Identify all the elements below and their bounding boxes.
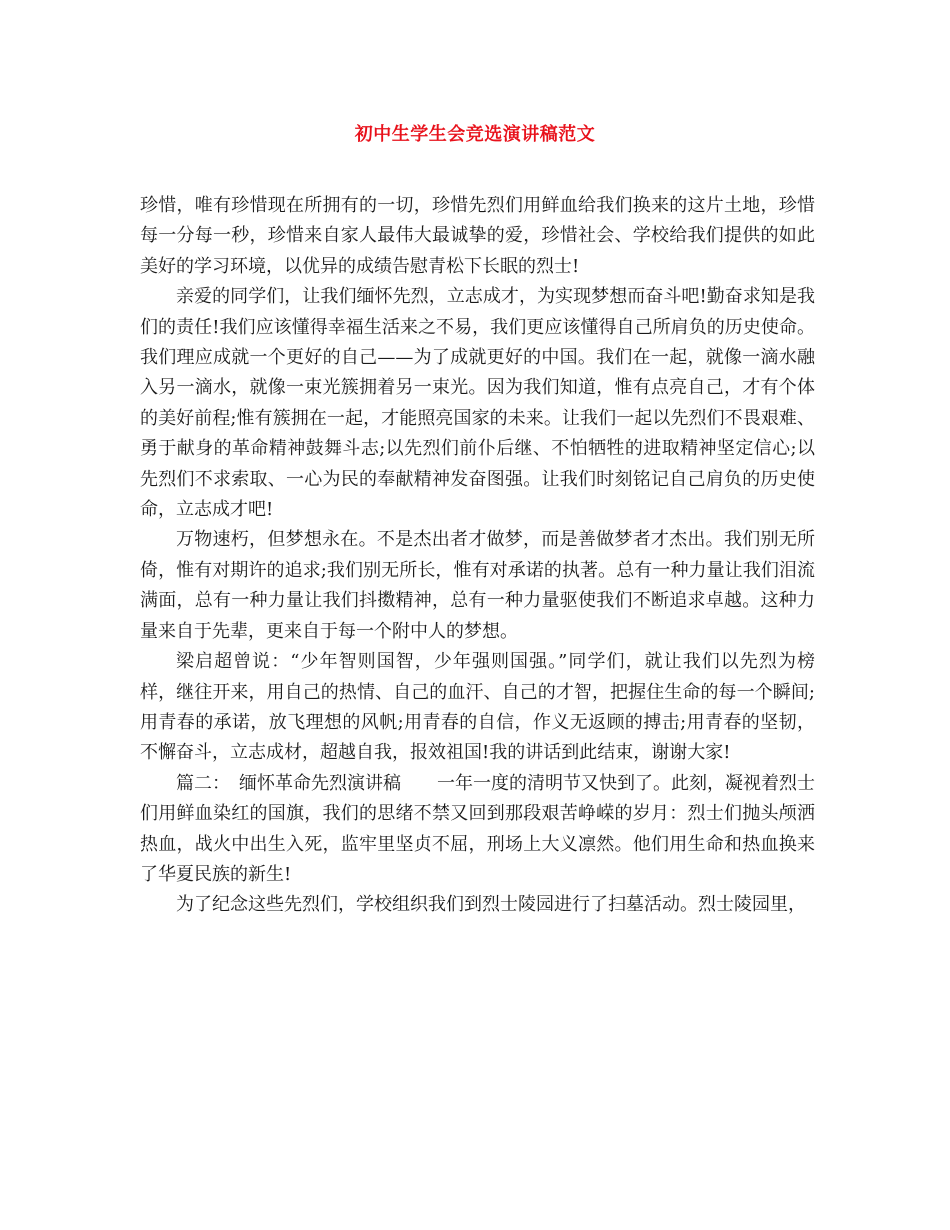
document-title: 初中生学生会竞选演讲稿范文 <box>354 124 596 145</box>
paragraph: 亲爱的同学们，让我们缅怀先烈，立志成才，为实现梦想而奋斗吧!勤奋求知是我们的责任!我们应该懂得幸福生活来之不易，我们更应该懂得自己所肩负的历史使命。我们理应成就一个更好的自己——为了成就更好的中国。我们在一起，就像一滴水融入另一滴水，就像一束光簇拥着另一束光。因为我们知道，惟有点亮自己，才有个体的美好前程;惟有簇拥在一起，才能照亮国家的未来。让我们一起以先烈们不畏艰难、勇于献身的革命精神鼓舞斗志;以先烈们前仆后继、不怕牺牲的进取精神坚定信心;以先烈们不求索取、一心为民的奉献精神发奋图强。让我们时刻铭记自己肩负的历史使命，立志成才吧! <box>140 286 815 521</box>
paragraph: 篇二： 缅怀革命先烈演讲稿 一年一度的清明节又快到了。此刻，凝视着烈士们用鲜血染红的国旗，我们的思绪不禁又回到那段艰苦峥嵘的岁月：烈士们抛头颅洒热血，战火中出生入死，监牢里坚贞不屈，刑场上大义凛然。他们用生命和热血换来了华夏民族的新生! <box>140 772 815 885</box>
paragraph: 为了纪念这些先烈们，学校组织我们到烈士陵园进行了扫墓活动。烈士陵园里， <box>176 894 806 916</box>
document-body <box>140 191 815 921</box>
paragraph: 梁启超曾说：“少年智则国智，少年强则国强。”同学们，就让我们以先烈为榜样，继往开来，用自己的热情、自己的血汗、自己的才智，把握住生命的每一个瞬间;用青春的承诺，放飞理想的风帆;用青春的自信，作义无返顾的搏击;用青春的坚韧，不懈奋斗，立志成材，超越自我，报效祖国!我的讲话到此结束，谢谢大家! <box>140 651 815 764</box>
paragraph: 万物速朽，但梦想永在。不是杰出者才做梦，而是善做梦者才杰出。我们别无所倚，惟有对期许的追求;我们别无所长，惟有对承诺的执著。总有一种力量让我们泪流满面，总有一种力量让我们抖擞精神，总有一种力量驱使我们不断追求卓越。这种力量来自于先辈，更来自于每一个附中人的梦想。 <box>140 529 815 642</box>
paragraph: 珍惜，唯有珍惜现在所拥有的一切，珍惜先烈们用鲜血给我们换来的这片土地，珍惜每一分每一秒，珍惜来自家人最伟大最诚挚的爱，珍惜社会、学校给我们提供的如此美好的学习环境，以优异的成绩告慰青松下长眠的烈士! <box>140 195 815 277</box>
